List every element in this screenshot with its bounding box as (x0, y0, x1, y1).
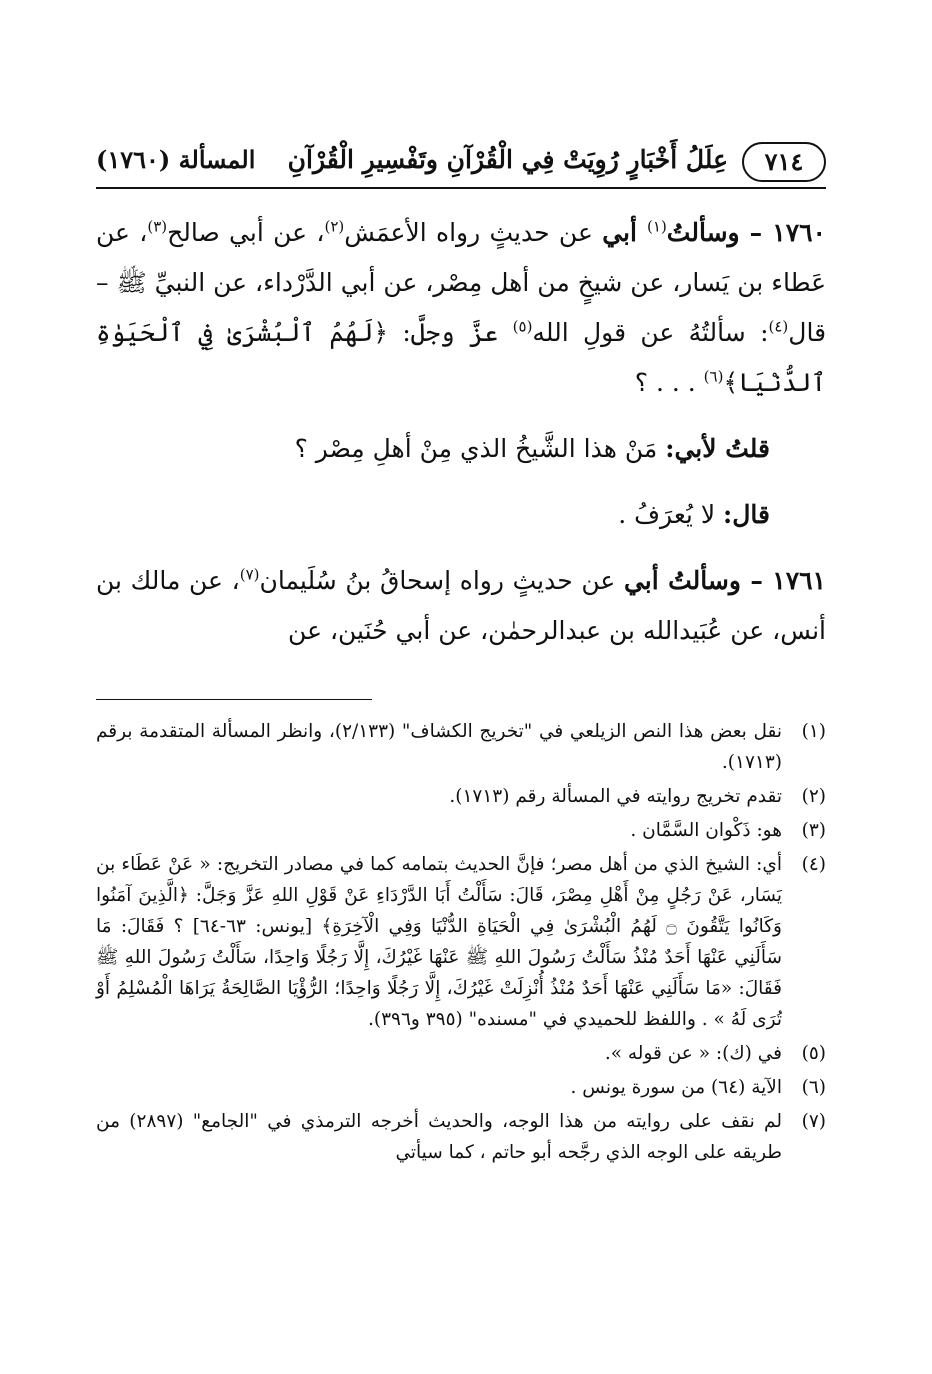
footnote (96, 1038, 826, 1069)
footnote-ref: (٤) (768, 317, 789, 336)
footnote-mark: (٦) (801, 1077, 826, 1098)
question-lead: وسألتُ (666, 218, 740, 247)
footnote (96, 815, 826, 846)
dialog-label: قال: (723, 500, 770, 529)
footnote-rule (96, 699, 372, 700)
footnote (96, 781, 826, 812)
question-lead: وسألتُ أبي (623, 566, 741, 595)
footnote-text: في (ك): « عن قوله ». (604, 1043, 782, 1064)
body-text: ، عن أبي صالح (167, 218, 325, 247)
running-title: عِلَلُ أَخْبَارٍ رُوِيَتْ فِي الْقُرْآنِ وتَفْسِيرِ الْقُرْآنِ (287, 145, 728, 174)
issue-label: المسألة (١٧٦٠) (96, 145, 256, 174)
footnote-ref: (٧) (239, 565, 260, 584)
question-lead-2: أبي (602, 218, 648, 247)
footnote-ref: (٥) (512, 317, 533, 336)
body-text: ، عن مالك بن أنس، عن عُبَيدالله بن عبدالرحمٰن، عن أبي حُنَين، عن (96, 566, 826, 645)
question-1761 (96, 556, 826, 656)
running-header (96, 136, 826, 188)
footnotes (96, 716, 826, 1171)
dialog-answer (96, 490, 826, 540)
footnote-mark: (٣) (801, 820, 826, 841)
footnote-mark: (٤) (801, 854, 826, 875)
dialog-question (96, 424, 826, 474)
footnote-mark: (١) (801, 721, 826, 742)
body-text: عزَّ وجلَّ: ﴿لَهُمُ ٱلْبُشْرَىٰ فِي ٱلْحَيَوٰةِ ٱلدُّنْيَا﴾ (96, 318, 826, 397)
dialog-text: لا يُعرَفُ . (618, 500, 724, 529)
footnote-text: الآية (٦٤) من سورة يونس . (570, 1077, 782, 1098)
footnote-mark: (٢) (801, 786, 826, 807)
question-number: ١٧٦١ – (740, 566, 826, 595)
body-text: : سألتُهُ عن قولِ الله (532, 318, 769, 347)
footnote (96, 1072, 826, 1103)
footnote-ref: (٦) (703, 367, 724, 386)
main-text (96, 208, 826, 672)
body-text: ، عن عَطاء بن يَسار، عن شيخٍ من أهل مِصْر، عن أبي الدَّرْداء، عن النبيِّ ﷺ – قال (96, 218, 827, 347)
footnote-text: تقدم تخريج روايته في المسألة رقم (١٧١٣). (449, 786, 782, 807)
footnote-mark: (٥) (801, 1043, 826, 1064)
question-number: ١٧٦٠ – (739, 218, 826, 247)
book-page (96, 136, 826, 1336)
footnote-text: هو: ذَكْوان السَّمَّان . (630, 820, 782, 841)
footnote-ref: (٣) (147, 217, 168, 236)
footnote-ref: (٢) (324, 217, 345, 236)
footnote-ref: (١) (647, 217, 667, 236)
dialog-text: مَنْ هذا الشَّيخُ الذي مِنْ أهلِ مِصْر ؟ (294, 434, 666, 463)
footnote (96, 716, 826, 778)
dialog-label: قلتُ لأبي: (665, 434, 770, 463)
body-text: عن حديثٍ رواه الأعمَش (344, 218, 603, 247)
body-text: . . . ؟ (634, 368, 704, 397)
footnote (96, 1106, 826, 1168)
footnote-text: أي: الشيخ الذي من أهل مصر؛ فإنَّ الحديث بتمامه كما في مصادر التخريج: « عَنْ عَطَاء بن يَسَار، عَنْ رَجُلٍ مِنْ أَهْلِ مِصْرَ، قَالَ: سَأَلْتُ أَبَا الدَّرْدَاءِ عَنْ قَوْلِ اللهِ عَزَّ وَجَلَّ: ﴿الَّذِينَ آمَنُوا وَكَانُوا يَتَّقُونَ ۝ لَهُمُ الْبُشْرَىٰ فِي الْحَيَاةِ الدُّنْيَا وَفِي الْآخِرَةِ﴾ [يونس: ٦٣-٦٤] ؟ فَقَالَ: مَا سَأَلَنِي عَنْهَا أَحَدٌ مُنْذُ سَأَلْتُ رَسُولَ اللهِ ﷺ عَنْهَا غَيْرُكَ، إِلَّا رَجُلًا وَاحِدًا، سَأَلْتُ رَسُولَ اللهِ ﷺ فَقَالَ: «مَا سَأَلَنِي عَنْهَا أَحَدٌ مُنْذُ أُنْزِلَتْ غَيْرُكَ، إِلَّا رَجُلًا وَاحِدًا؛ الرُّؤْيَا الصَّالِحَةُ يَرَاهَا الْمُسْلِمُ أَوْ تُرَى لَهُ » . واللفظ للحميدي في "مسنده" (٣٩٥ و٣٩٦). (96, 854, 782, 1030)
footnote-text: نقل بعض هذا النص الزيلعي في "تخريج الكشاف" (٢/١٣٣)، وانظر المسألة المتقدمة برقم (١٧١٣). (96, 721, 782, 773)
question-1760 (96, 208, 826, 408)
header-rule (96, 187, 826, 189)
body-text: عن حديثٍ رواه إسحاقُ بنُ سُلَيمان (259, 566, 624, 595)
footnote-mark: (٧) (801, 1111, 826, 1132)
footnote (96, 849, 826, 1035)
page-number: ٧١٤ (742, 142, 826, 182)
footnote-text: لم نقف على روايته من هذا الوجه، والحديث أخرجه الترمذي في "الجامع" (٢٨٩٧) من طريقه على الوجه الذي رجَّحه أبو حاتم ، كما سيأتي (96, 1111, 783, 1163)
